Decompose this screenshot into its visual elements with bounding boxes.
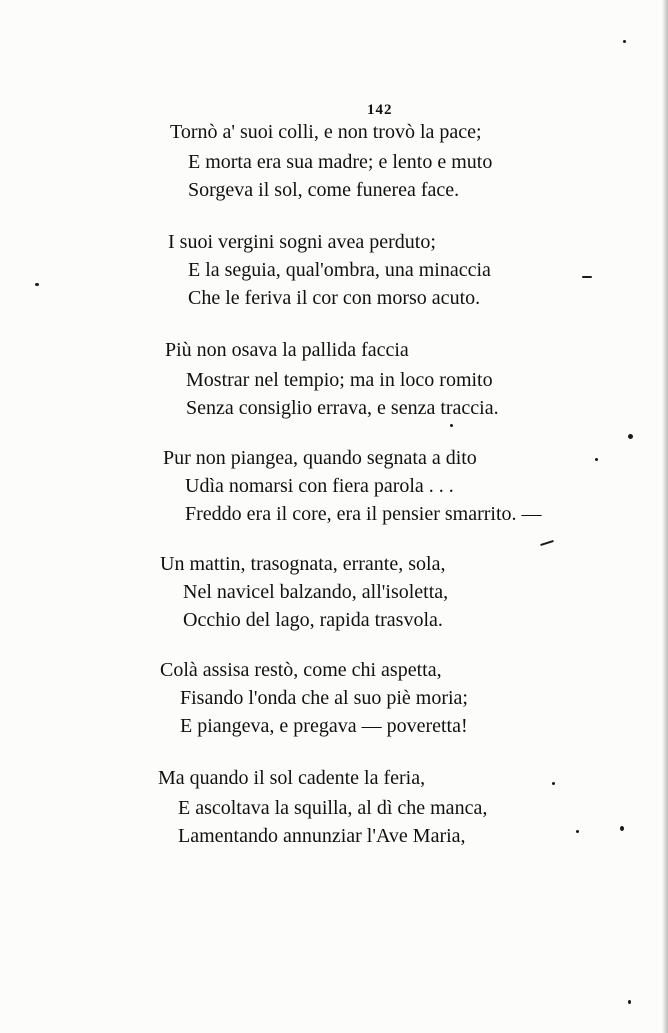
ink-speck xyxy=(35,283,39,286)
poem-line: Sorgeva il sol, come funerea face. xyxy=(188,179,460,201)
ink-mark xyxy=(582,276,592,278)
poem-line: Un mattin, trasognata, errante, sola, xyxy=(160,553,446,575)
poem-line: Udìa nomarsi con fiera parola . . . xyxy=(185,475,454,497)
poem-line: Senza consiglio errava, e senza traccia. xyxy=(186,397,499,419)
page-edge-shadow xyxy=(662,0,668,1033)
poem-line: Lamentando annunziar l'Ave Maria, xyxy=(178,825,466,847)
poem-line: E morta era sua madre; e lento e muto xyxy=(188,151,493,173)
page-number: 142 xyxy=(367,102,393,118)
poem-line: Occhio del lago, rapida trasvola. xyxy=(183,609,443,631)
poem-line: I suoi vergini sogni avea perduto; xyxy=(168,231,436,253)
poem-line: Colà assisa restò, come chi aspetta, xyxy=(160,659,442,681)
ink-speck xyxy=(576,830,579,833)
poem-line: Ma quando il sol cadente la feria, xyxy=(158,767,426,789)
poem-line: Nel navicel balzando, all'isoletta, xyxy=(183,581,449,603)
poem-line: E la seguia, qual'ombra, una minaccia xyxy=(188,259,491,281)
poem-line: E piangeva, e pregava — poveretta! xyxy=(180,715,468,737)
poem-line: Che le feriva il cor con morso acuto. xyxy=(188,287,481,309)
poem-line: Fisando l'onda che al suo piè moria; xyxy=(180,687,468,709)
ink-speck xyxy=(628,1000,631,1004)
ink-speck xyxy=(628,434,633,439)
poem-line: E ascoltava la squilla, al dì che manca, xyxy=(178,797,488,819)
ink-speck xyxy=(595,458,598,461)
poem-line: Freddo era il core, era il pensier smarrito. — xyxy=(185,503,542,525)
ink-speck xyxy=(552,782,555,785)
ink-mark xyxy=(540,540,554,546)
poem-line: Tornò a' suoi colli, e non trovò la pace; xyxy=(170,121,482,143)
ink-speck xyxy=(450,424,453,427)
poem-line: Pur non piangea, quando segnata a dito xyxy=(163,447,477,469)
poem-line: Più non osava la pallida faccia xyxy=(165,339,409,361)
ink-speck xyxy=(620,826,624,831)
poem-line: Mostrar nel tempio; ma in loco romito xyxy=(186,369,493,391)
ink-speck xyxy=(623,40,626,43)
